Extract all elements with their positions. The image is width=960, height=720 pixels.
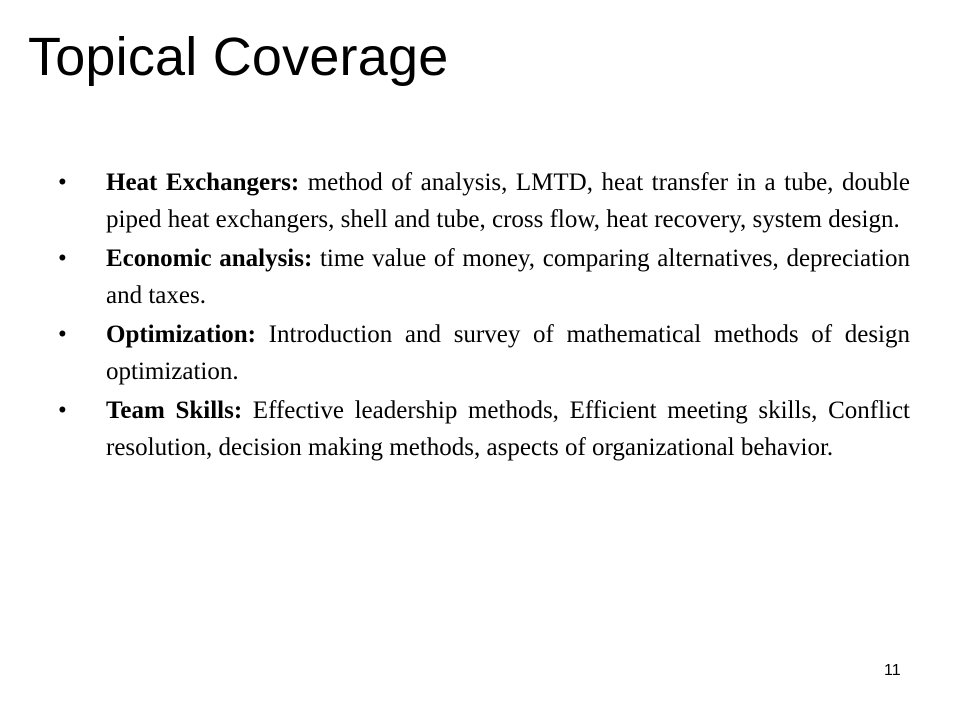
bullet-heading: Optimization: bbox=[106, 321, 256, 348]
bullet-marker: • bbox=[58, 397, 67, 424]
bullet-marker: • bbox=[58, 169, 67, 196]
bullet-text: Introduction and survey of mathematical methods of design optimization. bbox=[106, 321, 910, 385]
bullet-heading: Heat Exchangers: bbox=[106, 169, 300, 196]
page-number: 11 bbox=[884, 662, 901, 679]
bullet-text: time value of money, comparing alternatives, depreciation and taxes. bbox=[106, 245, 910, 309]
bullet-marker: • bbox=[58, 245, 67, 272]
bullet-optimization bbox=[58, 317, 910, 390]
bullet-team-skills bbox=[58, 393, 910, 466]
topic-bullet-list bbox=[58, 165, 910, 469]
bullet-heat-exchangers bbox=[58, 165, 910, 238]
bullet-text: method of analysis, LMTD, heat transfer in a tube, double piped heat exchangers, shell and tube, cross flow, heat recovery, system design. bbox=[106, 169, 910, 233]
slide-title: Topical Coverage bbox=[28, 27, 449, 87]
bullet-heading: Economic analysis: bbox=[106, 245, 313, 272]
bullet-marker: • bbox=[58, 321, 67, 348]
bullet-text: Effective leadership methods, Efficient meeting skills, Conflict resolution, decision making methods, aspects of organizational behavior. bbox=[106, 397, 910, 461]
bullet-economic-analysis bbox=[58, 241, 910, 314]
bullet-heading: Team Skills: bbox=[106, 397, 243, 424]
